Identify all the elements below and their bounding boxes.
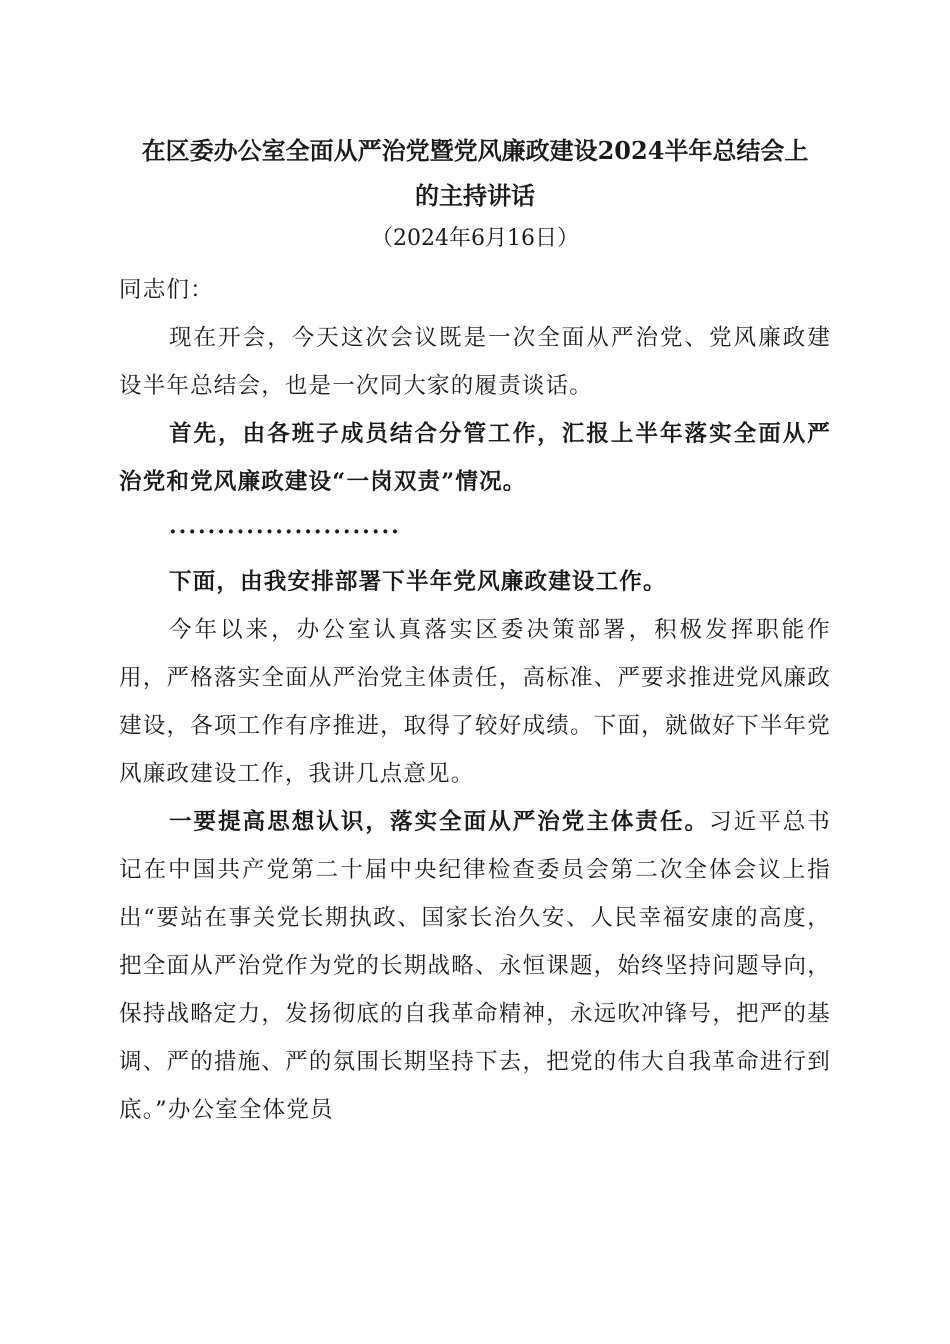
second-item-paragraph: 下面，由我安排部署下半年党风廉政建设工作。 [169,569,667,595]
salutation: 同志们： [119,277,214,303]
opening-paragraph: 现在开会，今天这次会议既是一次全面从严治党、党风廉政建设半年总结会，也是一次同大家的履责谈话。 [119,325,831,399]
first-item-paragraph: 首先，由各班子成员结合分管工作，汇报上半年落实全面从严治党和党风廉政建设“一岗双责”情况。 [119,421,831,495]
document-page [119,128,831,1134]
point-one-paragraph [119,798,831,1134]
document-title-line1: 在区委办公室全面从严治党暨党风廉政建设2024半年总结会上 [141,136,809,165]
document-date: （2024年6月16日） [371,226,579,251]
document-title-line2: 的主持讲话 [415,181,535,210]
intro-paragraph: 今年以来，办公室认真落实区委决策部署，积极发挥职能作用，严格落实全面从严治党主体责任，高标准、严要求推进党风廉政建设，各项工作有序推进，取得了较好成绩。下面，就做好下半年党风廉政建设工作，我讲几点意见。 [119,617,831,787]
ellipsis-separator: ························ [169,519,401,545]
point-one-body: 习近平总书记在中国共产党第二十届中央纪律检查委员会第二次全体会议上指出“要站在事关党长期执政、国家长治久安、人民幸福安康的高度，把全面从严治党作为党的长期战略、永恒课题，始终坚持问题导向，保持战略定力，发扬彻底的自我革命精神，永远吹冲锋号，把严的基调、严的措施、严的氛围长期坚持下去，把党的伟大自我革命进行到底。”办公室全体党员 [119,809,831,1123]
point-one-heading: 一要提高思想认识，落实全面从严治党主体责任。 [169,809,710,835]
